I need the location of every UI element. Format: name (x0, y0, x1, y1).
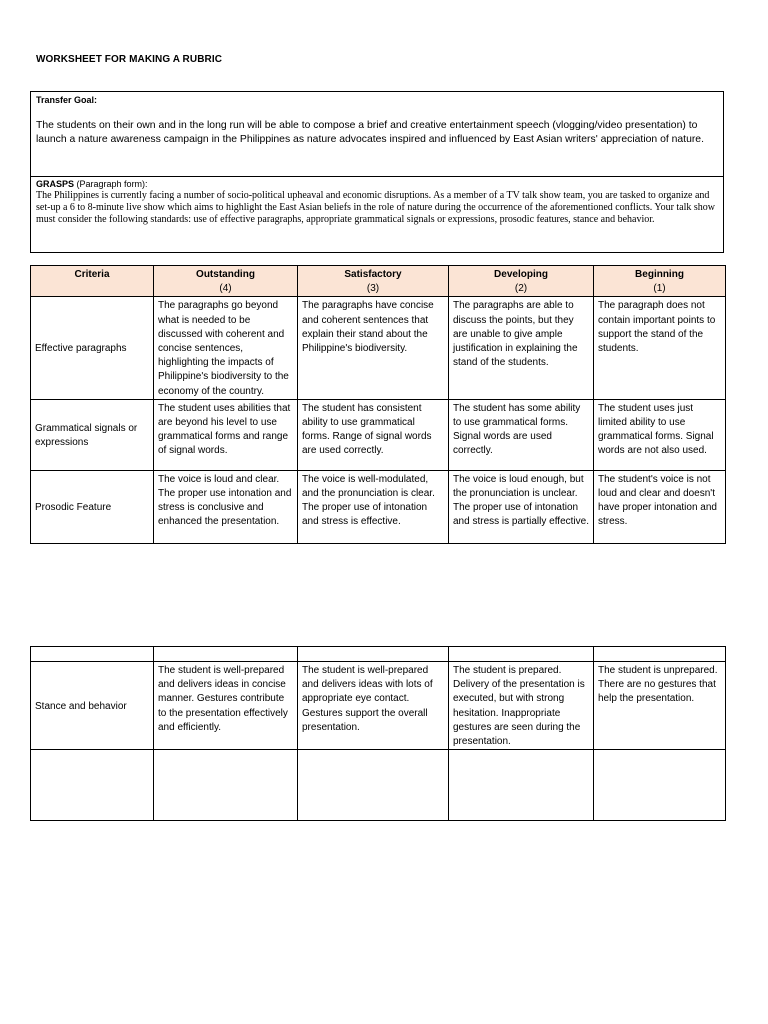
rubric-cell: The paragraphs are able to discuss the points, but they are unable to give ample justification in explaining the stand of the students. (449, 297, 594, 399)
criteria-cell: Effective paragraphs (31, 297, 154, 399)
empty-cell (594, 647, 726, 662)
header-developing: Developing (2) (449, 266, 594, 297)
grasps-section (31, 177, 723, 226)
rubric-cell: The paragraph does not contain important points to support the stand of the students. (594, 297, 726, 399)
goal-box (30, 91, 724, 253)
empty-cell (298, 750, 449, 821)
empty-cell (594, 750, 726, 821)
grasps-heading (36, 179, 718, 189)
worksheet-title: WORKSHEET FOR MAKING A RUBRIC (36, 54, 223, 65)
rubric-cell: The student uses just limited ability to use grammatical forms. Signal words are not also used. (594, 399, 726, 470)
transfer-goal-label: Transfer Goal: (36, 95, 98, 105)
rubric-cell: The paragraphs have concise and coherent sentences that explain their stand about the Philippine's biodiversity. (298, 297, 449, 399)
empty-cell (154, 750, 298, 821)
rubric-cell: The student is prepared. Delivery of the presentation is executed, but with strong hesitation. Inappropriate gestures are seen during the presentation. (449, 662, 594, 750)
grasps-label: GRASPS (36, 179, 75, 189)
criteria-cell: Prosodic Feature (31, 470, 154, 543)
rubric-cell: The student has consistent ability to use grammatical forms. Range of signal words are used correctly. (298, 399, 449, 470)
table-row (31, 662, 726, 750)
grasps-text: The Philippines is currently facing a number of socio-political upheaval and economic disruptions. As a member of a TV talk show team, you are tasked to organize and set-up a 6 to 8-minute live show which aims to highlight the East Asian beliefs in the role of nature during the occurrence of the aforementioned conflicts. Your talk show must consider the following standards: use of effective paragraphs, appropriate grammatical signals or expressions, prosodic features, stance and behavior. (36, 190, 716, 225)
rubric-cell: The student is well-prepared and delivers ideas with lots of appropriate eye contact. Gestures support the overall presentation. (298, 662, 449, 750)
empty-cell (31, 750, 154, 821)
rubric-table-continued (30, 646, 726, 821)
criteria-cell: Stance and behavior (31, 662, 154, 750)
header-beginning: Beginning (1) (594, 266, 726, 297)
header-outstanding: Outstanding (4) (154, 266, 298, 297)
criteria-cell: Grammatical signals or expressions (31, 399, 154, 470)
rubric-cell: The student's voice is not loud and clear and doesn't have proper intonation and stress. (594, 470, 726, 543)
rubric-cell: The voice is loud enough, but the pronunciation is unclear. The proper use of intonation and stress is partially effective. (449, 470, 594, 543)
empty-cell (154, 647, 298, 662)
empty-cell (31, 647, 154, 662)
header-criteria: Criteria (31, 266, 154, 297)
rubric-cell: The paragraphs go beyond what is needed to be discussed with coherent and concise sentences, highlighting the impacts of Philippine's biodiversity to the economy of the country. (154, 297, 298, 399)
rubric-cell: The voice is loud and clear. The proper use intonation and stress is conclusive and enhanced the presentation. (154, 470, 298, 543)
empty-cell (449, 647, 594, 662)
rubric-cell: The student is unprepared. There are no gestures that help the presentation. (594, 662, 726, 750)
table-row (31, 297, 726, 399)
header-satisfactory: Satisfactory (3) (298, 266, 449, 297)
table-row (31, 399, 726, 470)
rubric-cell: The student has some ability to use grammatical forms. Signal words are used correctly. (449, 399, 594, 470)
empty-cell (298, 647, 449, 662)
table-row (31, 470, 726, 543)
transfer-goal-section (31, 92, 723, 177)
rubric-cell: The student uses abilities that are beyond his level to use grammatical forms and range of signal words. (154, 399, 298, 470)
grasps-sublabel: (Paragraph form): (76, 179, 148, 189)
transfer-goal-text: The students on their own and in the long run will be able to compose a brief and creative entertainment speech (vlogging/video presentation) to launch a nature awareness campaign in the Philippines as nature advocates inspired and influenced by East Asian writers' appreciation of nature. (36, 120, 704, 145)
rubric-cell: The voice is well-modulated, and the pronunciation is clear. The proper use of intonation and stress is effective. (298, 470, 449, 543)
blank-row (31, 750, 726, 821)
rubric-cell: The student is well-prepared and delivers ideas in concise manner. Gestures contribute to the presentation effectively and efficiently. (154, 662, 298, 750)
empty-cell (449, 750, 594, 821)
blank-row (31, 647, 726, 662)
rubric-header-row (31, 266, 726, 297)
rubric-table (30, 265, 726, 544)
